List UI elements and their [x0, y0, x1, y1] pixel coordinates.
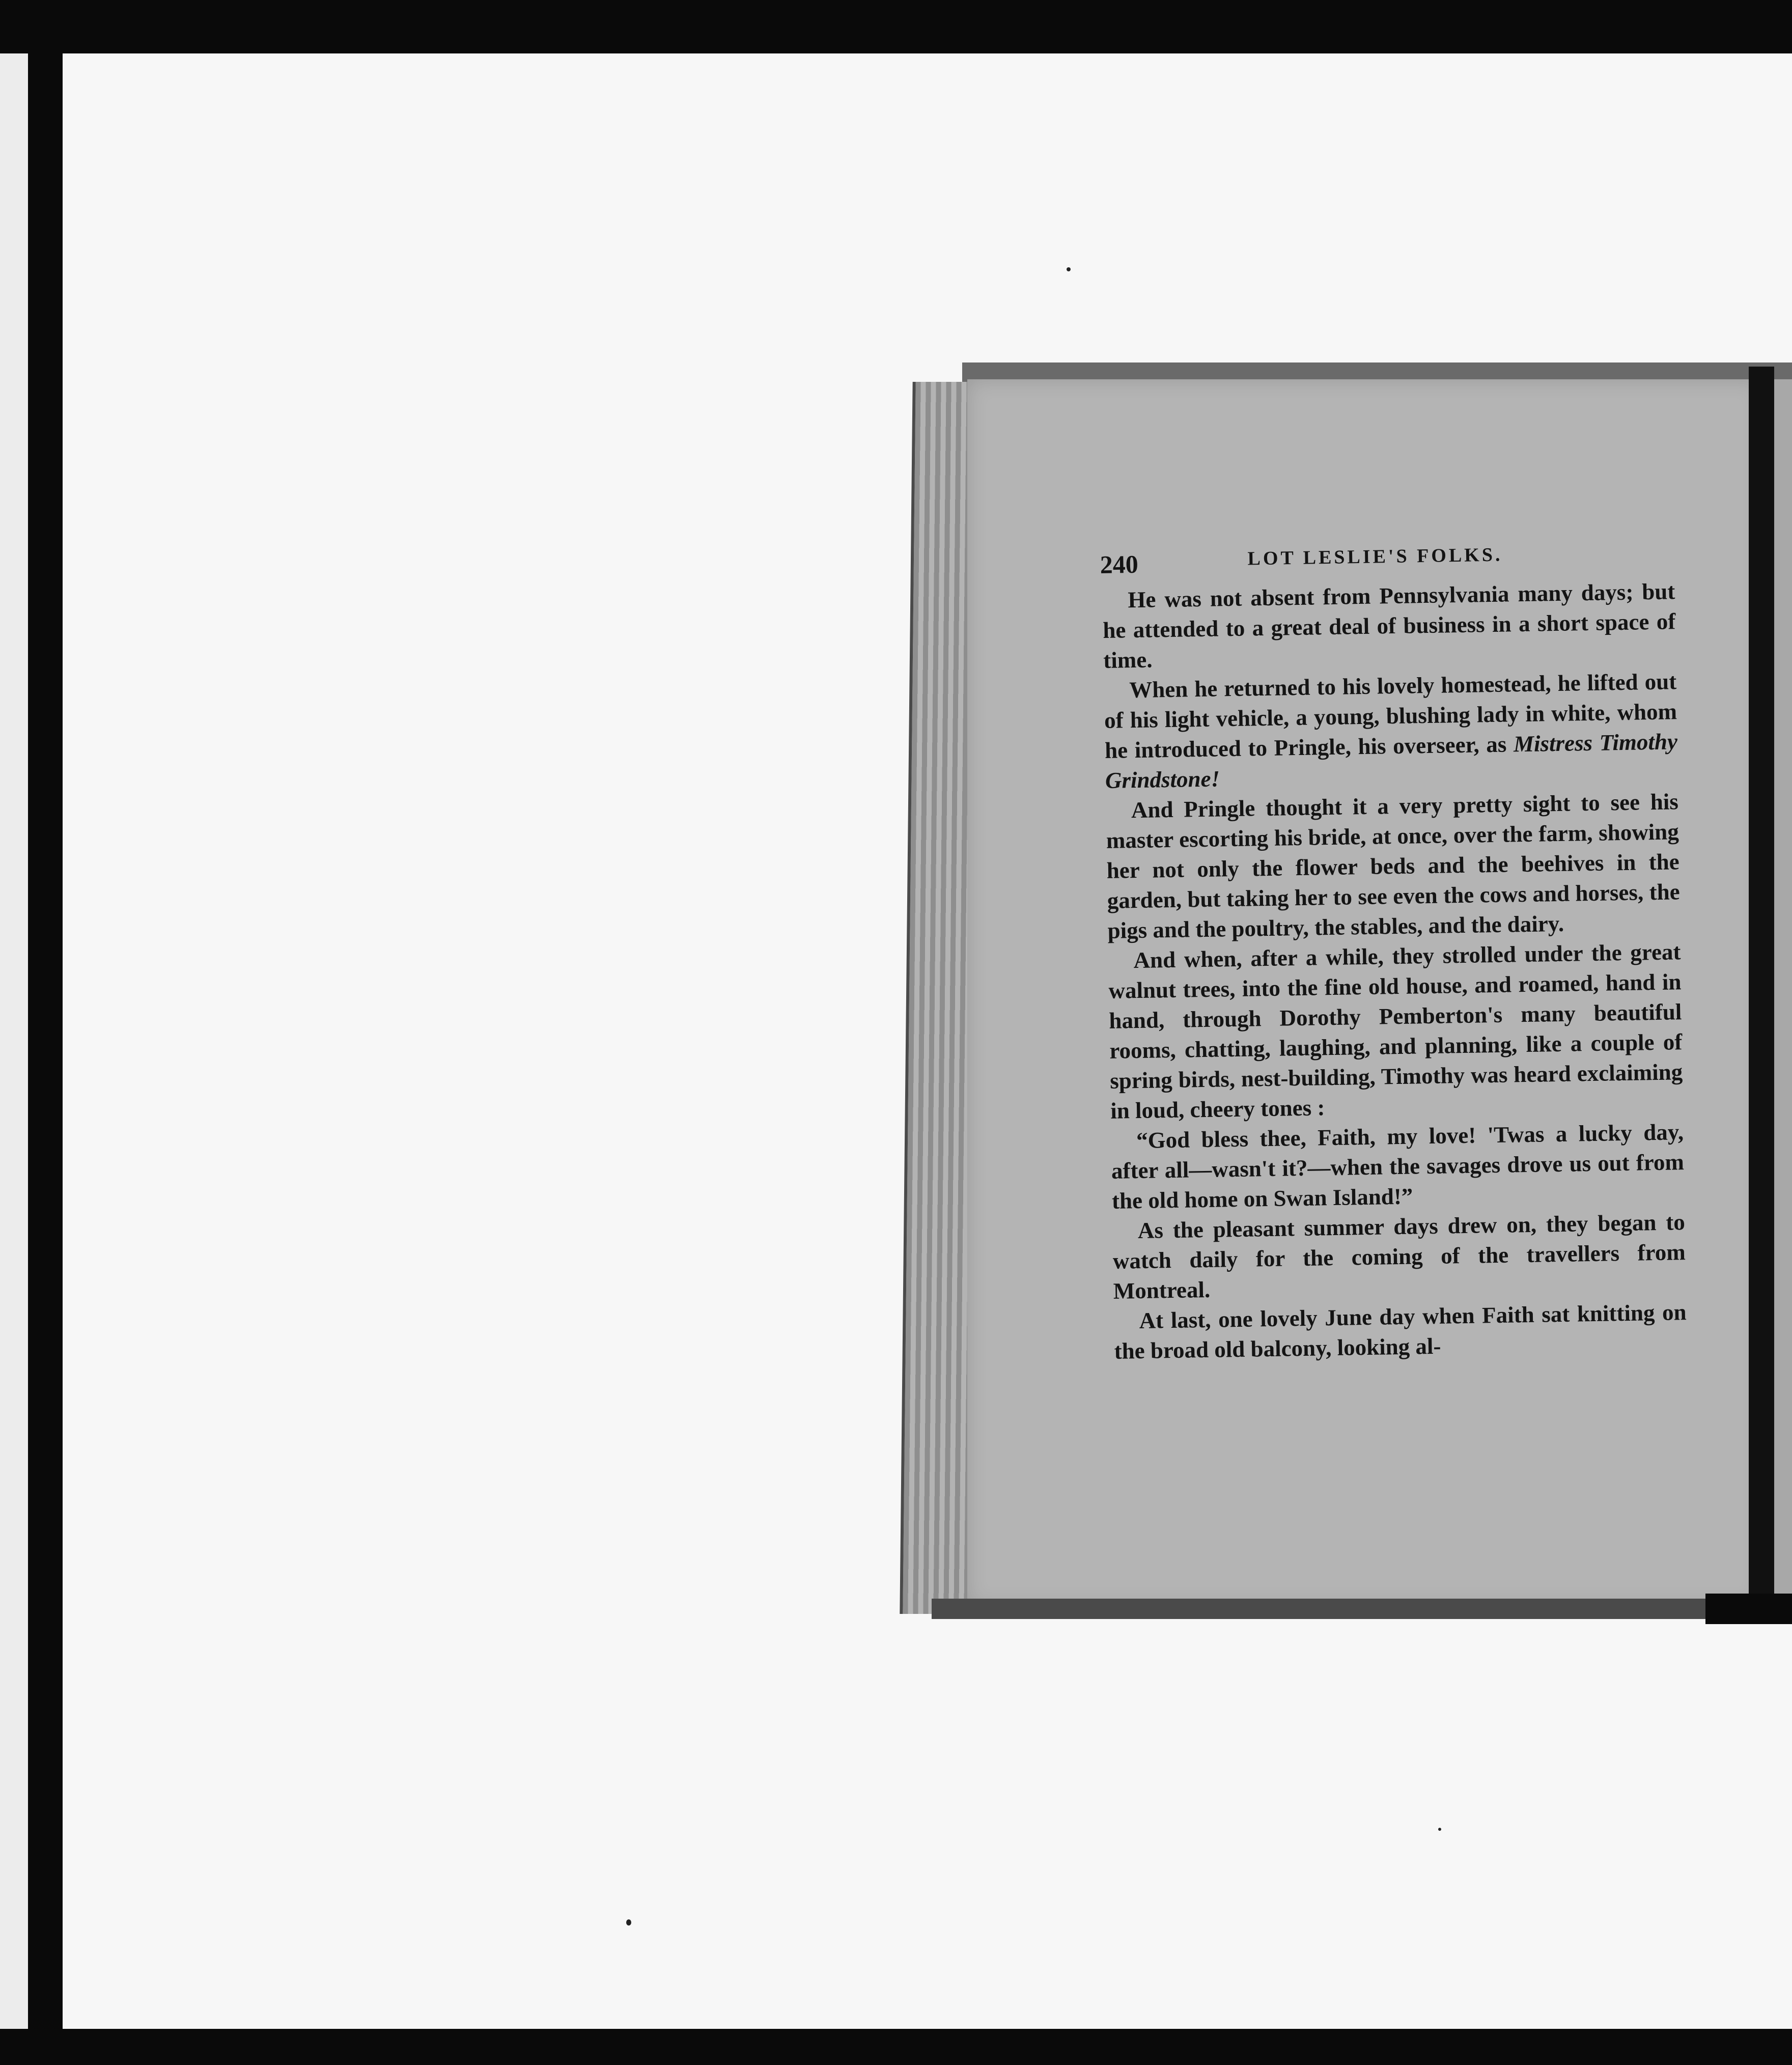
page-number: 240 — [1100, 549, 1139, 579]
paragraph: “God bless thee, Faith, my love! 'Twas a lucky day, after all—wasn't it?—when the savages drove us out from the old home on Swan Island!” — [1111, 1119, 1685, 1214]
film-margin-left — [0, 51, 28, 2031]
paragraph: And Pringle thought it a very pretty sight to see his master escorting his bride, at once, over the farm, showing her not only the flower beds and the beehives in the garden, but taking her to see even the cows and horses, the pigs and the poultry, the stables, and the dairy. — [1106, 789, 1680, 943]
film-speck — [1067, 267, 1071, 271]
film-speck — [626, 1919, 631, 1926]
film-border-bottom — [0, 2029, 1792, 2065]
paragraph: When he returned to his lovely homestead, he lifted out of his light vehicle, a young, blushing lady in white, whom he introduced to Pringle, his overseer, as Mistress Timothy Grindstone! — [1104, 668, 1678, 793]
paragraph: And when, after a while, they strolled under the great walnut trees, into the fine old house, and roamed, hand in hand, through Dorothy Pemberton's many beautiful rooms, chatting, laughing, and planning, like a couple of spring birds, nest-building, Timothy was heard exclaiming in loud, cheery tones : — [1108, 939, 1683, 1124]
book-spine — [1749, 367, 1774, 1619]
emphasized-name: Mistress Timothy Grindstone! — [1105, 729, 1678, 793]
book-bottom-edge — [932, 1599, 1711, 1619]
paragraph: As the pleasant summer days drew on, they began to watch daily for the coming of the travellers from Montreal. — [1112, 1209, 1686, 1304]
running-title: LOT LESLIE'S FOLKS. — [1247, 544, 1503, 570]
book-corner — [1705, 1594, 1792, 1624]
film-speck — [1438, 1828, 1441, 1831]
page-body-text — [1102, 576, 1689, 1461]
paragraph: At last, one lovely June day when Faith sat knitting on the broad old balcony, looking al- — [1114, 1299, 1687, 1364]
facing-page-sliver — [1774, 379, 1792, 1606]
film-border-top — [0, 0, 1792, 53]
paragraph: He was not absent from Pennsylvania many days; but he attended to a great deal of business in a short space of time. — [1102, 578, 1676, 673]
film-border-left — [28, 51, 63, 2031]
